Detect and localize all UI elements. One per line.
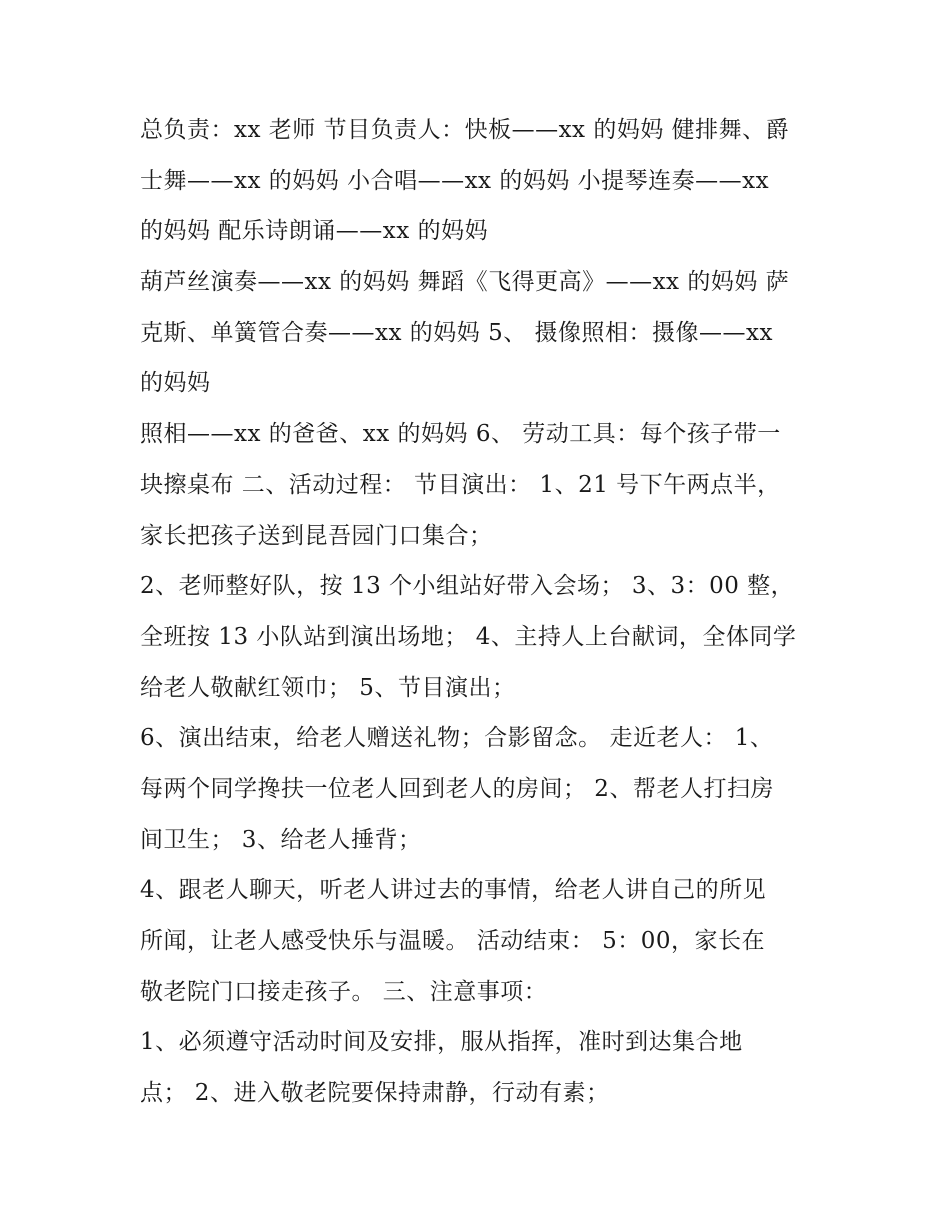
text-line: 克斯、单簧管合奏——xx 的妈妈 5、 摄像照相：摄像——xx: [140, 319, 773, 346]
text-line: 块擦桌布 二、活动过程： 节目演出： 1、21 号下午两点半，: [140, 471, 781, 498]
text-line: 4、跟老人聊天，听老人讲过去的事情，给老人讲自己的所见: [140, 877, 767, 904]
text-line: 家长把孩子送到昆吾园门口集合；: [140, 522, 493, 549]
text-line: 所闻，让老人感受快乐与温暖。 活动结束： 5：00，家长在: [140, 928, 766, 954]
text-line: 间卫生； 3、给老人捶背；: [140, 826, 422, 853]
text-line: 给老人敬献红领巾； 5、节目演出；: [140, 674, 516, 701]
text-line: 的妈妈: [140, 370, 211, 397]
text-line: 6、演出结束，给老人赠送礼物；合影留念。 走近老人： 1、: [140, 725, 774, 752]
text-line: 全班按 13 小队站到演出场地； 4、主持人上台献词，全体同学: [140, 623, 797, 650]
text-line: 每两个同学搀扶一位老人回到老人的房间； 2、帮老人打扫房: [140, 775, 774, 802]
text-line: 总负责：xx 老师 节目负责人：快板——xx 的妈妈 健排舞、爵: [140, 117, 790, 143]
text-line: 2、老师整好队，按 13 个小组站好带入会场； 3、3：00 整，: [140, 573, 795, 600]
text-line: 士舞——xx 的妈妈 小合唱——xx 的妈妈 小提琴连奏——xx: [140, 167, 770, 194]
text-line: 照相——xx 的爸爸、xx 的妈妈 6、 劳动工具：每个孩子带一: [140, 421, 781, 448]
text-line: 葫芦丝演奏——xx 的妈妈 舞蹈《飞得更高》——xx 的妈妈 萨: [140, 269, 790, 296]
document-body: [140, 105, 830, 1119]
text-line: 点； 2、进入敬老院要保持肃静，行动有素；: [140, 1080, 610, 1107]
text-line: 敬老院门口接走孩子。 三、注意事项：: [140, 978, 548, 1005]
text-line: 1、必须遵守活动时间及安排，服从指挥，准时到达集合地: [140, 1029, 743, 1056]
text-line: 的妈妈 配乐诗朗诵——xx 的妈妈: [140, 218, 489, 245]
